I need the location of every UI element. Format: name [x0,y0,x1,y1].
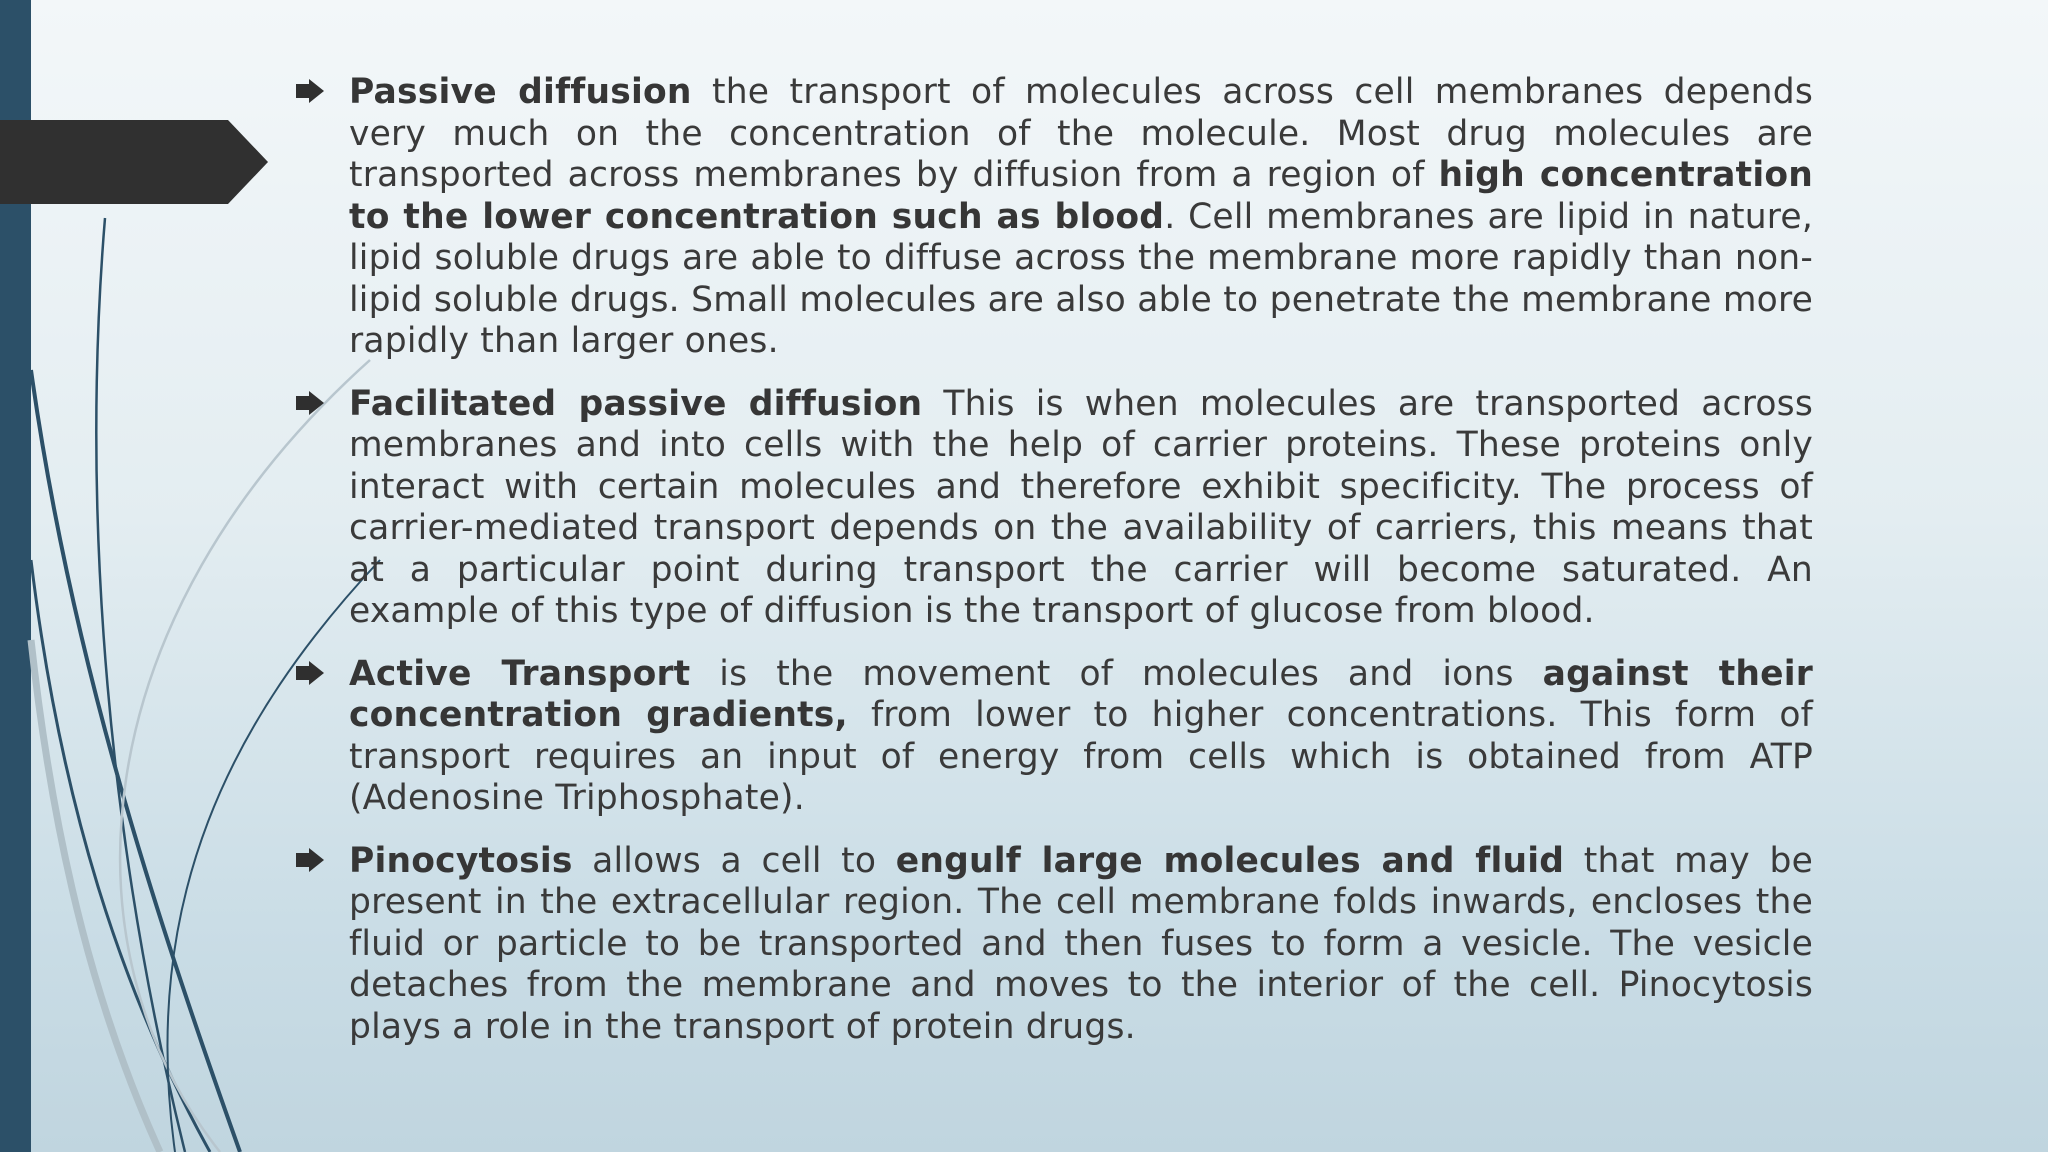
list-item [293,841,1813,1049]
bullet-list [293,72,1813,1069]
arrow-bullet-icon [293,846,327,874]
arrow-bullet-icon [293,389,327,417]
arrow-tab-shape [0,120,268,204]
paragraph-passive-diffusion: Passive diffusion the transport of molecules across cell membranes depends very much on the concentration of the molecule. Most drug molecules are transported across membranes by diffusion from a region of high concentration to the lower concentration such as blood. Cell membranes are lipid in nature, lipid soluble drugs are able to diffuse across the membrane more rapidly than non-lipid soluble drugs. Small molecules are also able to penetrate the membrane more rapidly than larger ones. [349,72,1814,361]
list-item [293,384,1813,633]
list-item [293,72,1813,363]
arrow-bullet-icon [293,77,327,105]
paragraph-active-transport: Active Transport is the movement of molecules and ions against their concentration gradients, from lower to higher concentrations. This form of transport requires an input of energy from cells which is obtained from ATP (Adenosine Triphosphate). [349,653,1813,818]
list-item [293,654,1813,820]
paragraph-facilitated-diffusion: Facilitated passive diffusion This is when molecules are transported across membranes and into cells with the help of carrier proteins. These proteins only interact with certain molecules and therefore exhibit specificity. The process of carrier-mediated transport depends on the availability of carriers, this means that at a particular point during transport the carrier will become saturated. An example of this type of diffusion is the transport of glucose from blood. [349,383,1814,631]
arrow-bullet-icon [293,659,327,687]
paragraph-pinocytosis: Pinocytosis allows a cell to engulf large molecules and fluid that may be present in the extracellular region. The cell membrane folds inwards, encloses the fluid or particle to be transported and then fuses to form a vesicle. The vesicle detaches from the membrane and moves to the interior of the cell. Pinocytosis plays a role in the transport of protein drugs. [349,840,1813,1047]
